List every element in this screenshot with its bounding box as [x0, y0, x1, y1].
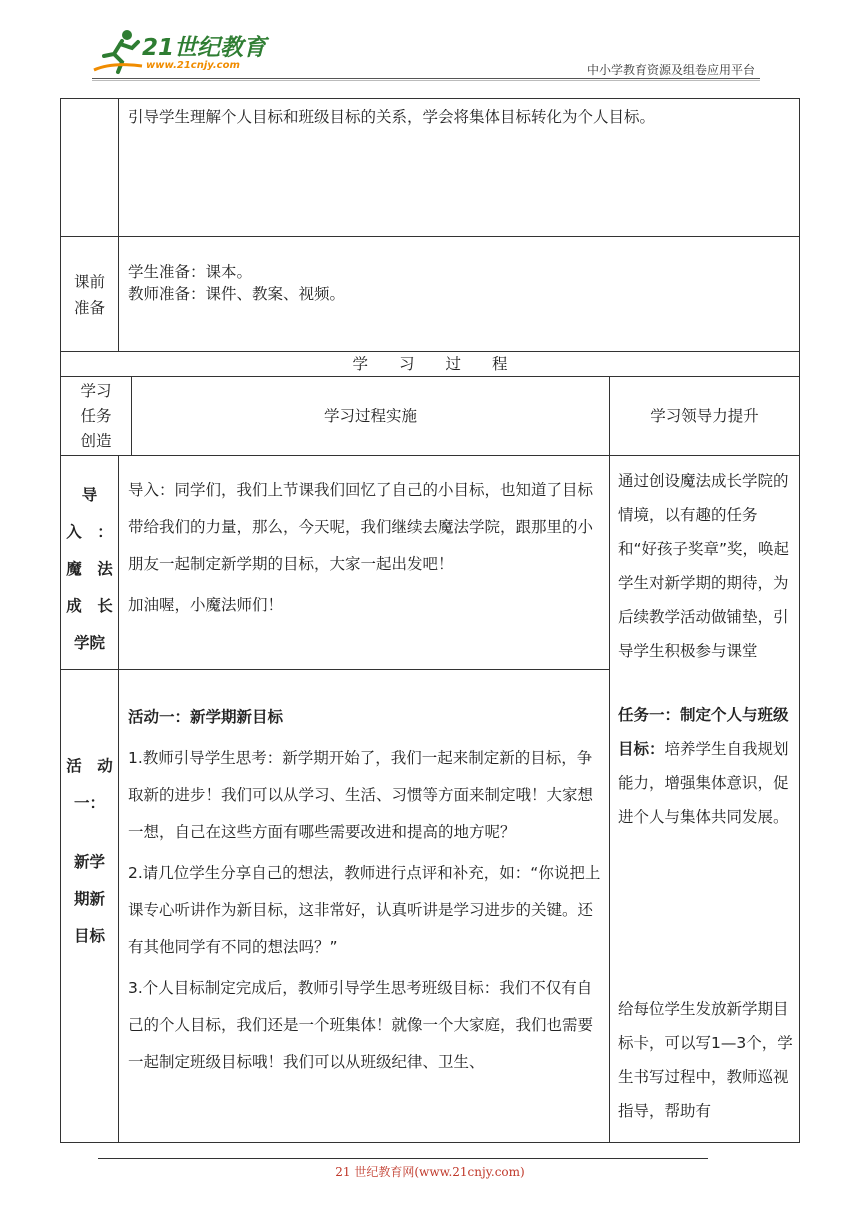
activity1-label-line: 目标	[73, 927, 105, 945]
table-border-bottom	[60, 1142, 800, 1143]
activity1-label-line: 一：	[73, 794, 105, 812]
process-title: 学 习 过 程	[352, 355, 508, 373]
logo-url: www.21cnjy.com	[146, 60, 240, 71]
prep-label-line: 准备	[73, 299, 105, 317]
table-border-right	[799, 98, 800, 1143]
activity1-label-line: 新学	[73, 853, 105, 871]
col-header-task-line: 任务	[80, 406, 112, 425]
intro-label-line: 学院	[73, 634, 105, 652]
activity1-label-gap	[61, 822, 118, 844]
intro-label-line: 魔 法	[66, 560, 113, 578]
intro-paragraph: 加油喔，小魔法师们！	[128, 596, 284, 614]
col-header-task-line: 创造	[80, 431, 112, 450]
leadership-task-text: 培养学生自我规划能力，增强集体意识，促进个人与集体共同发展。	[618, 740, 789, 826]
intro-label-line: 入 ：	[66, 523, 113, 541]
table-rule	[60, 455, 800, 456]
header-divider-thin	[92, 80, 760, 81]
prep-content	[128, 261, 790, 305]
header-divider	[92, 78, 760, 79]
leadership-intro: 通过创设魔法成长学院的情境，以有趣的任务和“好孩子奖章”奖，唤起学生对新学期的期待，为后续教学活动做铺垫，引导学生积极参与课堂	[618, 472, 790, 660]
table-border-top	[60, 98, 800, 99]
activity1-paragraph: 3.个人目标制定完成后，教师引导学生思考班级目标：我们不仅有自己的个人目标，我们还是一个班集体！就像一个大家庭，我们也需要一起制定班级目标哦！我们可以从班级纪律、卫生、	[128, 979, 594, 1071]
logo-title: 21世纪教育	[142, 35, 267, 61]
activity1-paragraph: 1.教师引导学生思考：新学期开始了，我们一起来制定新的目标，争取新的进步！我们可以从学习、生活、习惯等方面来制定哦！大家想一想，自己在这些方面有哪些需要改进和提高的地方呢？	[128, 749, 594, 841]
col-header-implementation: 学习过程实施	[323, 407, 417, 425]
activity1-label-line: 活 动	[66, 757, 113, 775]
footer-text: 21 世纪教育网(www.21cnjy.com)	[335, 1165, 525, 1179]
intro-label	[61, 477, 118, 662]
table-rule	[60, 669, 609, 670]
leadership-task-title: 任务一：制定个人与班级目标：	[618, 706, 789, 758]
activity1-heading: 活动一：新学期新目标	[128, 708, 284, 726]
col-header-task-line: 学习	[80, 381, 112, 400]
objective-text: 引导学生理解个人目标和班级目标的关系，学会将集体目标转化为个人目标。	[128, 108, 656, 126]
activity1-label	[61, 748, 118, 955]
prep-label-line: 课前	[73, 273, 105, 291]
col-header-leadership: 学习领导力提升	[650, 407, 759, 425]
activity1-content	[128, 699, 603, 1081]
intro-paragraph: 导入：同学们，我们上节课我们回忆了自己的小目标，也知道了目标带给我们的力量，那么，今天呢，我们继续去魔法学院，跟那里的小朋友一起制定新学期的目标，大家一起出发吧！	[128, 481, 594, 573]
intro-content	[128, 472, 603, 624]
leadership-task	[618, 698, 796, 834]
table-rule	[60, 236, 800, 237]
page-header	[0, 0, 860, 90]
table-col-rule	[609, 376, 610, 1143]
platform-name: 中小学教育资源及组卷应用平台	[586, 63, 755, 77]
teacher-prep: 教师准备：课件、教案、视频。	[128, 285, 346, 303]
student-prep: 学生准备：课本。	[128, 263, 253, 281]
table-col-rule	[118, 98, 119, 352]
activity1-label-line: 期新	[73, 890, 105, 908]
col-header-task	[61, 378, 131, 454]
intro-label-line: 成 长	[66, 597, 113, 615]
intro-label-line: 导	[81, 486, 98, 504]
prep-label	[61, 262, 118, 328]
site-logo	[92, 26, 267, 82]
activity1-paragraph: 2.请几位学生分享自己的想法，教师进行点评和补充，如：“你说把上课专心听讲作为新目标，这非常好，认真听讲是学习进步的关键。还有其他同学有不同的想法吗？”	[128, 864, 601, 956]
footer-divider	[98, 1158, 708, 1159]
table-col-rule	[118, 455, 119, 1143]
leadership-card: 给每位学生发放新学期目标卡，可以写1—3个，学生书写过程中，教师巡视指导，帮助有	[618, 1000, 793, 1120]
